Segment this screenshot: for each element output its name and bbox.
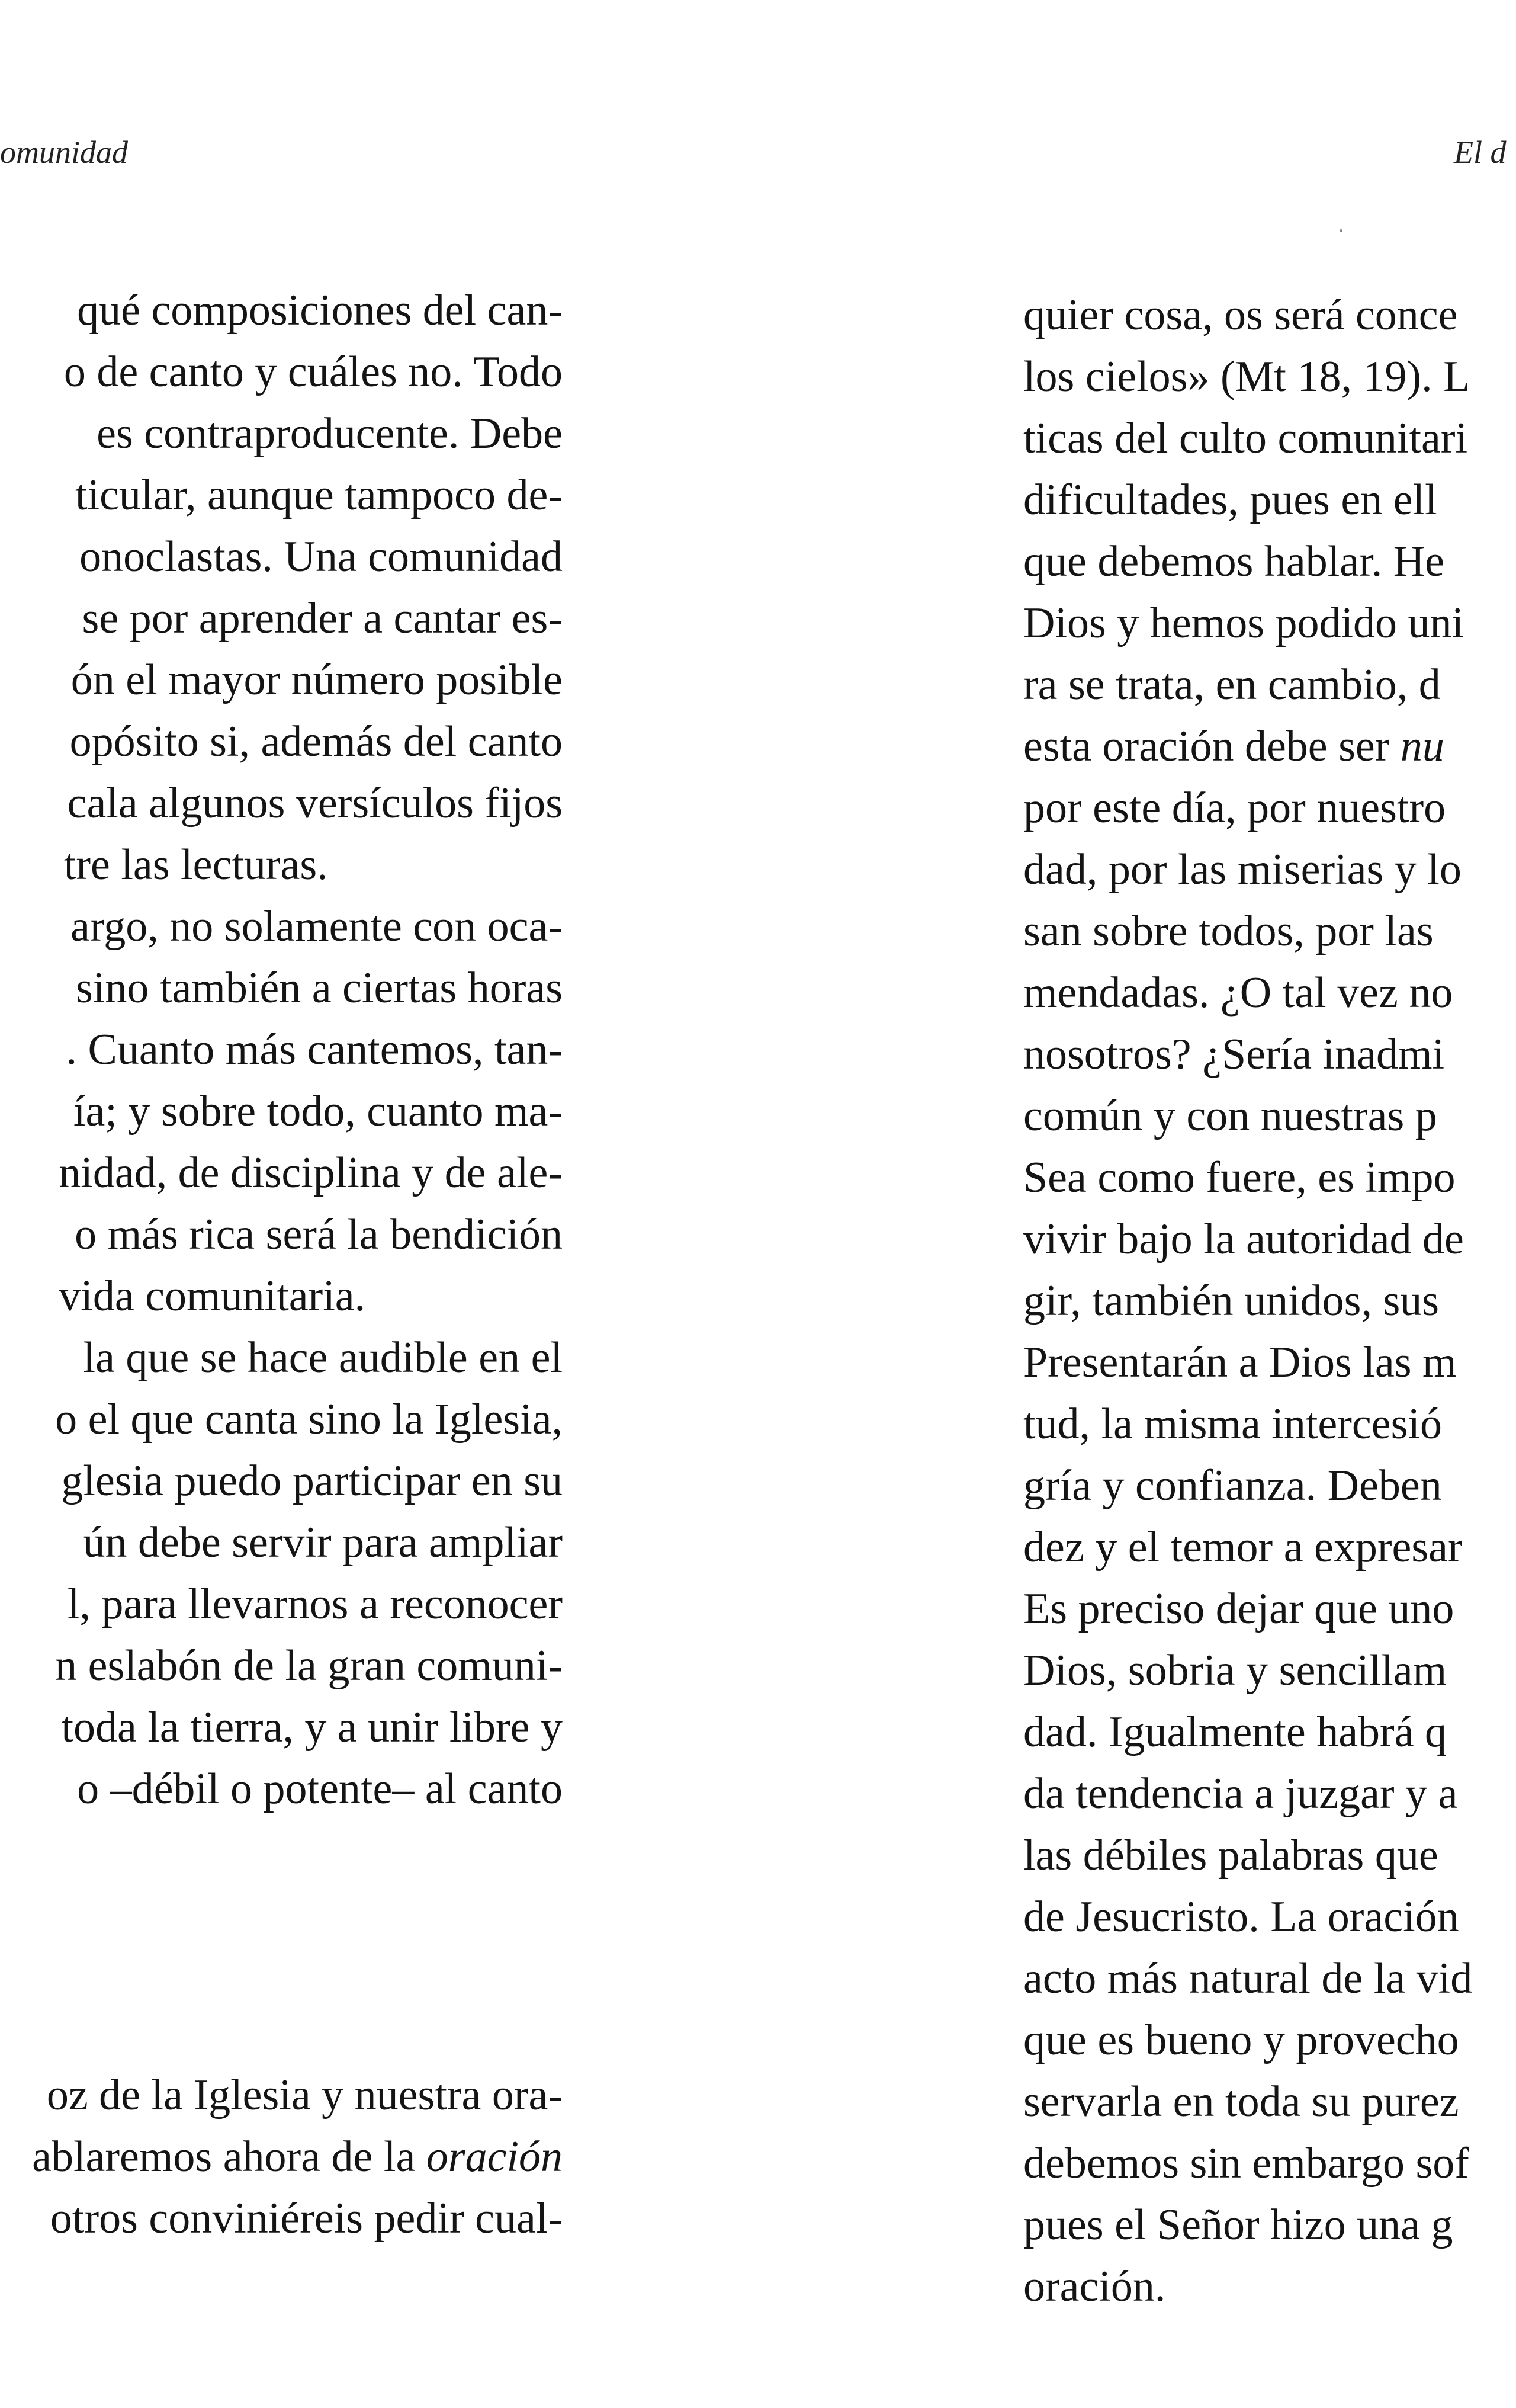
text-line: n eslabón de la gran comuni- [55, 1641, 563, 1690]
text-line: dad. Igualmente habrá q [1023, 1708, 1447, 1756]
right-running-head: El d [1454, 134, 1507, 170]
text-line: otros conviniéreis pedir cual- [50, 2194, 563, 2243]
text-line: nosotros? ¿Sería inadmi [1023, 1030, 1445, 1079]
text-line: ún debe servir para ampliar [83, 1518, 563, 1567]
text-line: o de canto y cuáles no. Todo [63, 348, 563, 396]
left-page [0, 0, 563, 2408]
text-line: servarla en toda su purez [1023, 2077, 1459, 2126]
text-line: o el que canta sino la Iglesia, [55, 1395, 563, 1444]
text-line: Dios y hemos podido uni [1023, 599, 1464, 647]
text-line: ra se trata, en cambio, d [1023, 660, 1441, 709]
text-line: dificultades, pues en ell [1023, 476, 1437, 524]
text-line: glesia puedo participar en su [61, 1457, 563, 1505]
text-line [1023, 716, 1472, 777]
text-line: Dios, sobria y sencillam [1023, 1646, 1447, 1695]
left-paragraph-4 [32, 2064, 563, 2249]
text-line: Sea como fuere, es impo [1023, 1153, 1456, 1202]
text-line: toda la tierra, y a unir libre y [61, 1703, 563, 1752]
text-line: las débiles palabras que [1023, 1831, 1438, 1880]
text-line: gría y confianza. Deben [1023, 1461, 1442, 1510]
text-line: Es preciso dejar que uno [1023, 1585, 1454, 1633]
text-line: onoclastas. Una comunidad [79, 533, 563, 581]
text-line: quier cosa, os será conce [1023, 291, 1458, 339]
left-paragraph-3 [55, 1327, 563, 1820]
text-line: opósito si, además del canto [69, 717, 563, 766]
italic-term: nu [1400, 722, 1444, 771]
text-line: l, para llevarnos a reconocer [67, 1580, 563, 1628]
text-line: tud, la misma intercesió [1023, 1400, 1442, 1448]
text-line: que es bueno y provecho [1023, 2016, 1459, 2064]
text-line: mendadas. ¿O tal vez no [1023, 969, 1453, 1017]
text-line: acto más natural de la vid [1023, 1954, 1473, 2003]
left-paragraph-2 [59, 896, 563, 1327]
text-line: vida comunitaria. [59, 1272, 366, 1320]
text-line: Presentarán a Dios las m [1023, 1338, 1457, 1387]
text-line: sino también a ciertas horas [76, 964, 563, 1012]
text-line: la que se hace audible en el [83, 1333, 563, 1382]
text-line: ticas del culto comunitari [1023, 414, 1468, 463]
text-line: o –débil o potente– al canto [77, 1765, 563, 1813]
text-line: se por aprender a cantar es- [82, 594, 563, 643]
text-line: tre las lecturas. [63, 841, 328, 889]
text-line: cala algunos versículos fijos [67, 779, 563, 828]
text-line: vivir bajo la autoridad de [1023, 1215, 1464, 1264]
italic-term: oración [426, 2133, 563, 2181]
text-line: dez y el temor a expresar [1023, 1523, 1463, 1572]
text-line: san sobre todos, por las [1023, 907, 1434, 955]
text-line: los cielos» (Mt 18, 19). L [1023, 352, 1470, 401]
text-line: argo, no solamente con oca- [70, 902, 563, 951]
text-line: que debemos hablar. He [1023, 537, 1444, 586]
text-line: oz de la Iglesia y nuestra ora- [46, 2071, 563, 2120]
text-segment: esta oración debe ser [1023, 722, 1401, 771]
left-paragraph-1 [64, 280, 563, 896]
text-line: común y con nuestras p [1023, 1092, 1437, 1140]
text-line: debemos sin embargo sof [1023, 2139, 1469, 2188]
text-line: gir, también unidos, sus [1023, 1277, 1440, 1325]
text-line: o más rica será la bendición [75, 1210, 563, 1259]
text-line: . Cuanto más cantemos, tan- [66, 1025, 563, 1074]
text-line: ticular, aunque tampoco de- [75, 471, 563, 520]
text-line: ía; y sobre todo, cuanto ma- [73, 1087, 563, 1136]
text-line: da tendencia a juzgar y a [1023, 1769, 1458, 1818]
text-line [32, 2126, 563, 2188]
text-line: de Jesucristo. La oración [1023, 1893, 1459, 1941]
text-line: es contraproducente. Debe [97, 409, 563, 458]
text-line: por este día, por nuestro [1023, 784, 1446, 832]
text-line: dad, por las miserias y lo [1023, 845, 1462, 894]
left-running-head: omunidad [0, 134, 128, 170]
text-line: ón el mayor número posible [70, 656, 563, 704]
text-line: nidad, de disciplina y de ale- [59, 1149, 563, 1197]
right-text-column [1023, 284, 1472, 2317]
text-line: oración. [1023, 2262, 1166, 2311]
text-segment: ablaremos ahora de la [32, 2133, 426, 2181]
text-line: qué composiciones del can- [77, 286, 563, 335]
text-line: pues el Señor hizo una g [1023, 2201, 1453, 2249]
right-page [1023, 0, 1516, 2408]
